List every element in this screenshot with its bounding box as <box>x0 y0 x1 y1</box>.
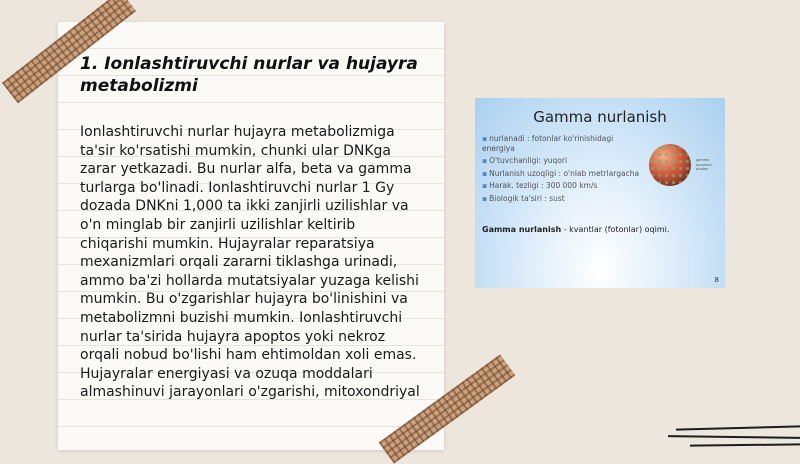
slide-caption <box>482 225 669 234</box>
particle-sphere-icon <box>649 144 691 186</box>
slide-bullet: ▪ nurlanadi : fotonlar ko'rinishidagi energiya <box>482 134 642 153</box>
slide-image <box>475 98 725 288</box>
decorative-line <box>668 435 800 439</box>
slide-caption-rest: - kvantlar (fotonlar) oqimi. <box>561 225 670 234</box>
decorative-line <box>676 425 800 430</box>
sphere-label: gamma quantum photon <box>696 158 712 171</box>
body-paragraph: Ionlashtiruvchi nurlar hujayra metabolizmiga ta'sir ko'rsatishi mumkin, chunki ular DNKga zarar yetkazadi. Bu nurlar alfa, beta va gamma turlarga bo'linadi. Ionlashtiruvchi nurlar 1 Gy dozada DNKni 1,000 ta ikki zanjirli uzilishlar va o'n minglab bir zanjirli uzilishlar keltirib chiqarishi mumkin. Hujayralar reparatsiya mexanizmlari orqali zararni tiklashga urinadi, ammo ba'zi hollarda mutatsiyalar yuzaga kelishi mumkin. Bu o'zgarishlar hujayra bo'linishini va metabolizmni buzishi mumkin. Ionlashtiruvchi nurlar ta'sirida hujayra apoptos yoki nekroz orqali nobud bo'lishi ham ehtimoldan xoli emas. Hujayralar energiyasi va ozuqa moddalari almashinuvi jarayonlari o'zgarishi, mitoxondriyal <box>80 124 420 401</box>
slide-page-number: 8 <box>714 276 719 284</box>
section-heading: 1. Ionlashtiruvchi nurlar va hujayra metabolizmi <box>80 54 418 96</box>
slide-caption-bold: Gamma nurlanish <box>482 225 562 234</box>
decorative-line <box>690 443 800 446</box>
slide-bullet: ▪ Harak. tezligi : 300 000 km/s <box>482 181 642 191</box>
slide-bullet: ▪ O'tuvchanligi: yuqori <box>482 156 642 166</box>
slide-bullet: ▪ Biologik ta'siri : sust <box>482 194 642 204</box>
slide-title: Gamma nurlanish <box>533 108 667 126</box>
slide-bullet: ▪ Nurlanish uzoqligi : o'nlab metrlargacha <box>482 169 642 179</box>
slide-bullet-list <box>482 134 642 206</box>
